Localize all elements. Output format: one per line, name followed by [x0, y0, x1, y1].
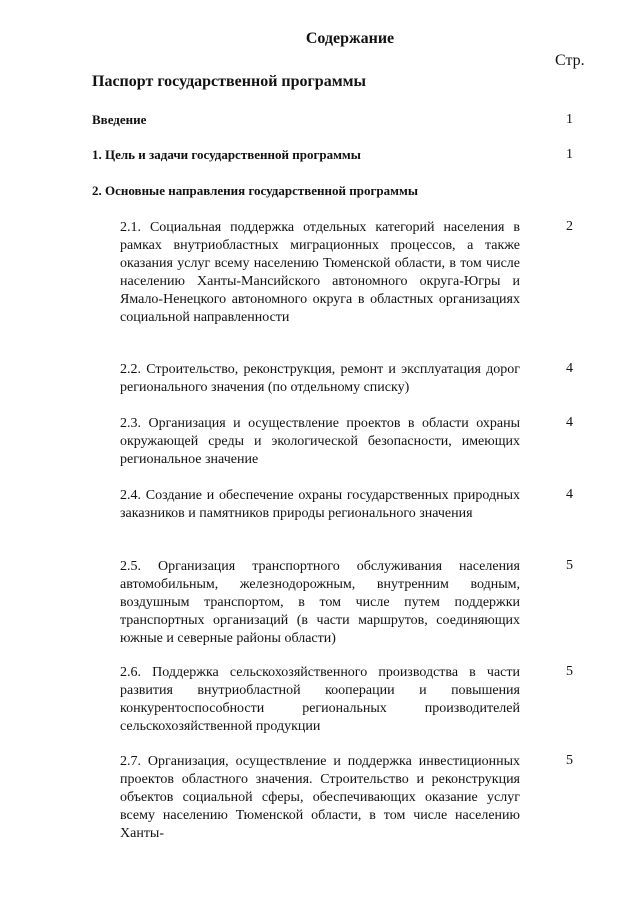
toc-subsection-2-2: 2.2. Строительство, реконструкция, ремонт и эксплуатация дорог регионального значения (по отдельному списку) [120, 362, 520, 395]
toc-entry-goal: 1. Цель и задачи государственной программы [92, 147, 361, 162]
toc-subsection-2-5: 2.5. Организация транспортного обслуживания населения автомобильным, железнодорожным, внутренним водным, воздушным транспортом, в том числе путем поддержки транспортных организаций (в части маршрутов, соединяющих южные и северные районы области) [120, 559, 520, 646]
toc-entry-intro: Введение [92, 112, 147, 127]
toc-subsection-2-1: 2.1. Социальная поддержка отдельных категорий населения в рамках внутриобластных миграционных процессов, а также оказания услуг всему населению Тюменской области, в том числе населению Ханты-Мансийского автономного округа-Югры и Ямало-Ненецкого автономного округа в областных организациях социальной направленности [120, 220, 520, 325]
toc-subsection-2-6-page: 5 [566, 664, 573, 679]
toc-subsection-2-2-page: 4 [566, 361, 573, 376]
page-title: Содержание [305, 30, 395, 47]
toc-subsection-2-1-page: 2 [566, 219, 573, 234]
toc-subsection-2-4-page: 4 [566, 487, 573, 502]
toc-subsection-2-7: 2.7. Организация, осуществление и поддержка инвестиционных проектов областного значения. Строительство и реконструкция объектов социальной сферы, обеспечивающих оказание услуг всему населению Тюменской области, в том числе населению Ханты- [120, 754, 520, 841]
page-column-label: Стр. [555, 52, 585, 69]
toc-subsection-2-4: 2.4. Создание и обеспечение охраны государственных природных заказников и памятников природы регионального значения [120, 488, 520, 521]
toc-entry-directions: 2. Основные направления государственной программы [92, 183, 418, 198]
passport-heading: Паспорт государственной программы [92, 73, 366, 90]
toc-subsection-2-7-page: 5 [566, 753, 573, 768]
toc-subsection-2-3-page: 4 [566, 415, 573, 430]
toc-subsection-2-6: 2.6. Поддержка сельскохозяйственного производства в части развития внутриобластной кооперации и повышения конкурентоспособности региональных производителей сельскохозяйственной продукции [120, 665, 520, 734]
toc-subsection-2-5-page: 5 [566, 558, 573, 573]
toc-entry-intro-page: 1 [566, 112, 573, 127]
toc-subsection-2-3: 2.3. Организация и осуществление проектов в области охраны окружающей среды и экологической безопасности, имеющих региональное значение [120, 416, 520, 467]
toc-entry-goal-page: 1 [566, 147, 573, 162]
